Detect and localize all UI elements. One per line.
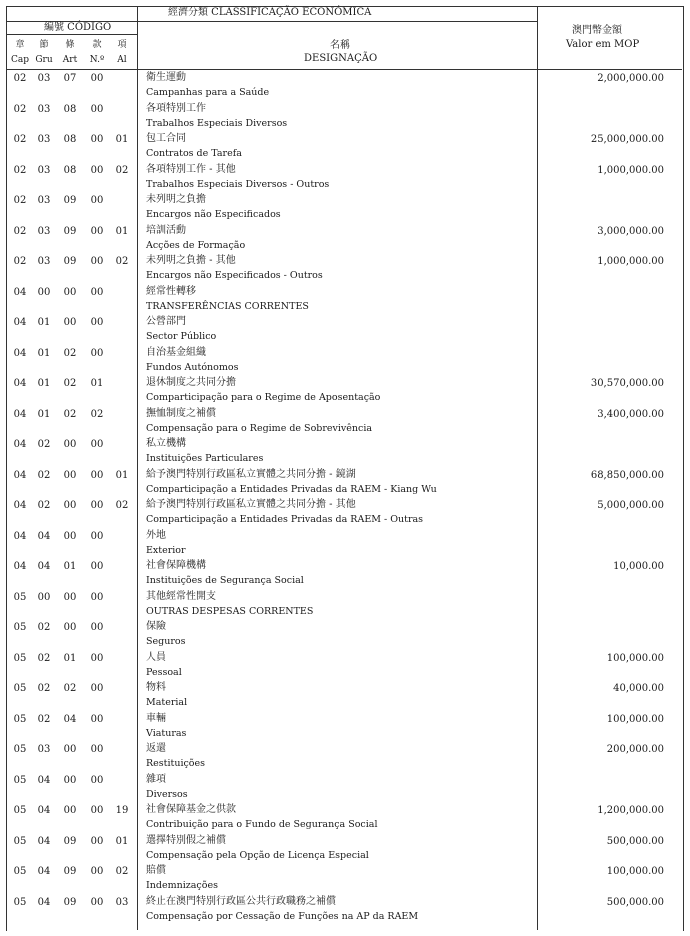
col-cap-zh: 章 <box>15 40 25 50</box>
designation-zh: 撫恤制度之補償 <box>146 407 216 419</box>
designation-pt: TRANSFERÊNCIAS CORRENTES <box>146 300 309 312</box>
code-gru: 01 <box>37 378 51 389</box>
code-art: 00 <box>63 805 77 816</box>
code-num: 00 <box>90 652 104 664</box>
designation-zh: 車輛 <box>146 712 166 724</box>
code-gru: 04 <box>37 835 51 847</box>
amount-header-pt: Valor em MOP <box>566 39 640 50</box>
code-cap: 05 <box>13 591 27 603</box>
code-al: 01 <box>115 835 129 847</box>
code-cap: 04 <box>13 317 27 328</box>
code-num: 00 <box>90 500 104 511</box>
code-cap: 05 <box>13 683 27 694</box>
designation-zh: 包工合同 <box>146 133 186 144</box>
code-al: 19 <box>115 805 129 816</box>
code-art: 00 <box>63 317 77 328</box>
code-num: 00 <box>90 622 104 633</box>
code-gru: 01 <box>37 317 51 328</box>
code-num: 00 <box>90 835 104 847</box>
code-gru: 02 <box>37 622 51 633</box>
code-num: 00 <box>90 439 104 450</box>
code-cap: 02 <box>13 134 27 145</box>
code-art: 08 <box>63 103 77 115</box>
code-cap: 05 <box>13 713 27 725</box>
code-art: 00 <box>63 530 77 542</box>
designation-zh: 終止在澳門特別行政區公共行政職務之補償 <box>146 895 336 907</box>
code-al: 02 <box>115 500 129 511</box>
code-num: 01 <box>90 378 104 389</box>
code-title: 編號 CÓDIGO <box>44 22 112 33</box>
amount-value: 1,000,000.00 <box>597 256 664 267</box>
code-cap: 02 <box>13 225 27 237</box>
designation-pt: Compensação para o Regime de Sobrevivência <box>146 422 373 434</box>
col-gru-pt: Gru <box>35 55 53 65</box>
code-gru: 04 <box>37 805 51 816</box>
amount-value: 1,000,000.00 <box>597 164 664 176</box>
code-gru: 01 <box>37 408 51 420</box>
code-cap: 04 <box>13 439 27 450</box>
col-cap-pt: Cap <box>10 55 29 65</box>
code-gru: 03 <box>37 103 51 115</box>
designation-zh: 外地 <box>146 529 166 541</box>
designation-zh: 退休制度之共同分擔 <box>146 377 236 388</box>
table-row <box>6 72 682 103</box>
code-num: 00 <box>90 317 104 328</box>
table-row <box>6 225 682 256</box>
code-num: 00 <box>90 805 104 816</box>
code-cap: 05 <box>13 896 27 908</box>
code-num: 00 <box>90 103 104 115</box>
table-row <box>6 316 682 347</box>
designation-zh: 未列明之負擔 - 其他 <box>146 255 236 266</box>
code-art: 09 <box>63 256 77 267</box>
code-art: 01 <box>63 561 77 572</box>
designation-pt: Pessoal <box>146 666 182 678</box>
designation-zh: 經常性轉移 <box>146 285 196 297</box>
designation-zh: 衛生運動 <box>146 72 186 83</box>
code-gru: 01 <box>37 347 51 359</box>
designation-zh: 人員 <box>146 651 166 663</box>
table-row <box>6 408 682 439</box>
table-row <box>6 621 682 652</box>
table-row <box>6 469 682 500</box>
code-cap: 05 <box>13 866 27 877</box>
designation-zh: 物料 <box>146 682 166 693</box>
amount-value: 200,000.00 <box>606 744 664 755</box>
code-al: 02 <box>115 256 129 267</box>
code-gru: 03 <box>37 256 51 267</box>
designation-pt: Seguros <box>146 636 186 647</box>
code-num: 00 <box>90 195 104 206</box>
code-art: 00 <box>63 469 77 481</box>
code-art: 02 <box>63 347 77 359</box>
code-gru: 03 <box>37 134 51 145</box>
col-al-zh: 項 <box>117 40 127 50</box>
code-cap: 05 <box>13 774 27 786</box>
code-gru: 02 <box>37 713 51 725</box>
table-row <box>6 804 682 835</box>
code-art: 00 <box>63 286 77 298</box>
code-art: 02 <box>63 408 77 420</box>
designation-pt: Encargos não Especificados <box>146 209 281 220</box>
designation-zh: 其他經常性開支 <box>146 590 216 602</box>
code-art: 09 <box>63 866 77 877</box>
col-art-zh: 條 <box>65 40 75 50</box>
designation-zh: 公營部門 <box>146 316 186 327</box>
designation-pt: Comparticipação a Entidades Privadas da RAEM - Outras <box>146 514 424 525</box>
code-num: 00 <box>90 713 104 725</box>
designation-zh: 選擇特別假之補償 <box>146 834 226 846</box>
designation-pt: Acções de Formação <box>146 239 246 251</box>
code-gru: 04 <box>37 561 51 572</box>
amount-value: 500,000.00 <box>606 896 664 908</box>
code-art: 09 <box>63 835 77 847</box>
table-row <box>6 591 682 622</box>
designation-pt: Material <box>146 697 188 708</box>
designation-pt: Fundos Autónomos <box>146 361 239 373</box>
table-row <box>6 652 682 683</box>
designation-zh: 自治基金組織 <box>146 346 206 358</box>
amount-value: 100,000.00 <box>606 866 664 877</box>
col-num-pt: N.º <box>89 55 105 65</box>
code-gru: 03 <box>37 73 51 84</box>
code-cap: 04 <box>13 378 27 389</box>
code-gru: 00 <box>37 286 51 298</box>
code-num: 00 <box>90 286 104 298</box>
col-gru-zh: 節 <box>39 40 49 50</box>
designation-zh: 未列明之負擔 <box>146 194 206 205</box>
code-art: 09 <box>63 896 77 908</box>
designation-pt: Indemnizações <box>146 880 218 891</box>
col-art-pt: Art <box>62 55 78 65</box>
designation-zh: 返還 <box>146 743 166 754</box>
code-cap: 05 <box>13 835 27 847</box>
code-cap: 04 <box>13 500 27 511</box>
code-art: 09 <box>63 225 77 237</box>
amount-value: 3,400,000.00 <box>597 408 664 420</box>
table-row <box>6 774 682 805</box>
code-num: 00 <box>90 896 104 908</box>
amount-value: 25,000,000.00 <box>590 134 664 145</box>
code-art: 02 <box>63 683 77 694</box>
designation-pt: Diversos <box>146 788 188 800</box>
code-cap: 05 <box>13 744 27 755</box>
code-art: 00 <box>63 591 77 603</box>
table-row <box>6 560 682 591</box>
classification-title: 經濟分類 CLASSIFICAÇÃO ECONÓMICA <box>168 7 372 18</box>
designation-pt: Trabalhos Especiais Diversos <box>146 117 288 129</box>
code-cap: 04 <box>13 469 27 481</box>
code-cap: 04 <box>13 286 27 298</box>
code-num: 00 <box>90 744 104 755</box>
code-cap: 02 <box>13 256 27 267</box>
code-gru: 03 <box>37 225 51 237</box>
table-row <box>6 377 682 408</box>
code-num: 00 <box>90 347 104 359</box>
code-gru: 02 <box>37 500 51 511</box>
code-art: 01 <box>63 652 77 664</box>
designation-zh: 社會保障基金之供款 <box>146 804 236 815</box>
code-gru: 03 <box>37 744 51 755</box>
header-bottom-line <box>6 69 682 70</box>
code-al: 02 <box>115 164 129 176</box>
designation-pt: Compensação por Cessação de Funções na AP da RAEM <box>146 910 419 922</box>
designation-zh: 給予澳門特別行政區私立實體之共同分擔 - 其他 <box>146 499 356 510</box>
code-cap: 04 <box>13 530 27 542</box>
table-row <box>6 682 682 713</box>
code-art: 00 <box>63 500 77 511</box>
table-row <box>6 255 682 286</box>
code-gru: 02 <box>37 683 51 694</box>
designation-pt: Trabalhos Especiais Diversos - Outros <box>146 178 330 190</box>
code-gru: 00 <box>37 591 51 603</box>
table-row <box>6 194 682 225</box>
code-gru: 03 <box>37 164 51 176</box>
designation-header-pt: DESIGNAÇÃO <box>304 53 378 64</box>
code-al: 03 <box>115 896 129 908</box>
code-cap: 05 <box>13 805 27 816</box>
designation-zh: 培訓活動 <box>146 224 186 236</box>
designation-pt: Viaturas <box>146 727 187 739</box>
amount-value: 500,000.00 <box>606 835 664 847</box>
code-num: 00 <box>90 866 104 877</box>
designation-zh: 各項特別工作 - 其他 <box>146 163 236 175</box>
code-num: 00 <box>90 683 104 694</box>
designation-pt: Encargos não Especificados - Outros <box>146 270 323 281</box>
code-art: 00 <box>63 744 77 755</box>
code-cap: 02 <box>13 103 27 115</box>
table-row <box>6 530 682 561</box>
designation-pt: Campanhas para a Saúde <box>146 87 270 98</box>
amount-value: 10,000.00 <box>613 561 664 572</box>
designation-pt: Sector Público <box>146 331 217 342</box>
table-row <box>6 865 682 896</box>
designation-zh: 各項特別工作 <box>146 102 206 114</box>
designation-header-zh: 名稱 <box>330 40 350 51</box>
table-row <box>6 164 682 195</box>
code-al: 02 <box>115 866 129 877</box>
designation-pt: Instituições Particulares <box>146 453 264 464</box>
code-num: 00 <box>90 591 104 603</box>
code-num: 00 <box>90 164 104 176</box>
amount-value: 3,000,000.00 <box>597 225 664 237</box>
designation-pt: Contratos de Tarefa <box>146 148 242 159</box>
designation-zh: 賠償 <box>146 865 166 876</box>
designation-zh: 社會保障機構 <box>146 560 206 571</box>
table-row <box>6 743 682 774</box>
table-row <box>6 286 682 317</box>
code-al: 01 <box>115 134 129 145</box>
designation-pt: Exterior <box>146 544 186 556</box>
code-gru: 03 <box>37 195 51 206</box>
designation-pt: Comparticipação a Entidades Privadas da RAEM - Kiang Wu <box>146 483 437 495</box>
code-gru: 04 <box>37 896 51 908</box>
code-cap: 04 <box>13 408 27 420</box>
code-gru: 04 <box>37 530 51 542</box>
code-gru: 02 <box>37 469 51 481</box>
table-row <box>6 347 682 378</box>
code-art: 08 <box>63 164 77 176</box>
designation-zh: 保險 <box>146 621 166 632</box>
designation-pt: Contribuição para o Fundo de Segurança Social <box>146 819 378 830</box>
designation-pt: Instituições de Segurança Social <box>146 575 304 586</box>
amount-value: 40,000.00 <box>613 683 664 694</box>
table-row <box>6 713 682 744</box>
code-al: 01 <box>115 469 129 481</box>
table-row <box>6 438 682 469</box>
code-cap: 05 <box>13 652 27 664</box>
code-art: 07 <box>63 73 77 84</box>
amount-value: 100,000.00 <box>606 652 664 664</box>
code-gru: 04 <box>37 774 51 786</box>
code-num: 00 <box>90 256 104 267</box>
code-num: 00 <box>90 225 104 237</box>
code-num: 02 <box>90 408 104 420</box>
code-num: 00 <box>90 774 104 786</box>
designation-pt: Restituições <box>146 758 206 769</box>
code-num: 00 <box>90 73 104 84</box>
amount-value: 100,000.00 <box>606 713 664 725</box>
code-cap: 02 <box>13 195 27 206</box>
amount-header-zh: 澳門幣金額 <box>572 25 622 36</box>
code-num: 00 <box>90 530 104 542</box>
table-row <box>6 499 682 530</box>
code-cap: 04 <box>13 561 27 572</box>
amount-value: 5,000,000.00 <box>597 500 664 511</box>
table-row <box>6 103 682 134</box>
code-art: 08 <box>63 134 77 145</box>
designation-pt: Compensação pela Opção de Licença Especial <box>146 849 369 861</box>
amount-value: 1,200,000.00 <box>597 805 664 816</box>
amount-value: 68,850,000.00 <box>590 469 664 481</box>
code-num: 00 <box>90 134 104 145</box>
designation-zh: 雜項 <box>146 773 166 785</box>
code-art: 00 <box>63 439 77 450</box>
code-num: 00 <box>90 561 104 572</box>
code-cap: 02 <box>13 164 27 176</box>
designation-pt: Comparticipação para o Regime de Aposentação <box>146 392 381 403</box>
designation-zh: 私立機構 <box>146 438 186 449</box>
code-art: 04 <box>63 713 77 725</box>
col-al-pt: Al <box>117 55 127 65</box>
code-al: 01 <box>115 225 129 237</box>
amount-value: 30,570,000.00 <box>590 378 664 389</box>
code-cap: 05 <box>13 622 27 633</box>
amount-value: 2,000,000.00 <box>597 73 664 84</box>
code-art: 00 <box>63 622 77 633</box>
designation-pt: OUTRAS DESPESAS CORRENTES <box>146 605 314 617</box>
code-gru: 02 <box>37 652 51 664</box>
designation-zh: 給予澳門特別行政區私立實體之共同分擔 - 鏡湖 <box>146 468 356 480</box>
col-num-zh: 款 <box>92 40 102 50</box>
code-art: 00 <box>63 774 77 786</box>
code-num: 00 <box>90 469 104 481</box>
code-gru: 02 <box>37 439 51 450</box>
table-row <box>6 133 682 164</box>
table-row <box>6 835 682 866</box>
code-underline <box>6 34 137 35</box>
code-cap: 04 <box>13 347 27 359</box>
code-art: 02 <box>63 378 77 389</box>
table-row <box>6 896 682 927</box>
code-cap: 02 <box>13 73 27 84</box>
code-gru: 04 <box>37 866 51 877</box>
code-art: 09 <box>63 195 77 206</box>
